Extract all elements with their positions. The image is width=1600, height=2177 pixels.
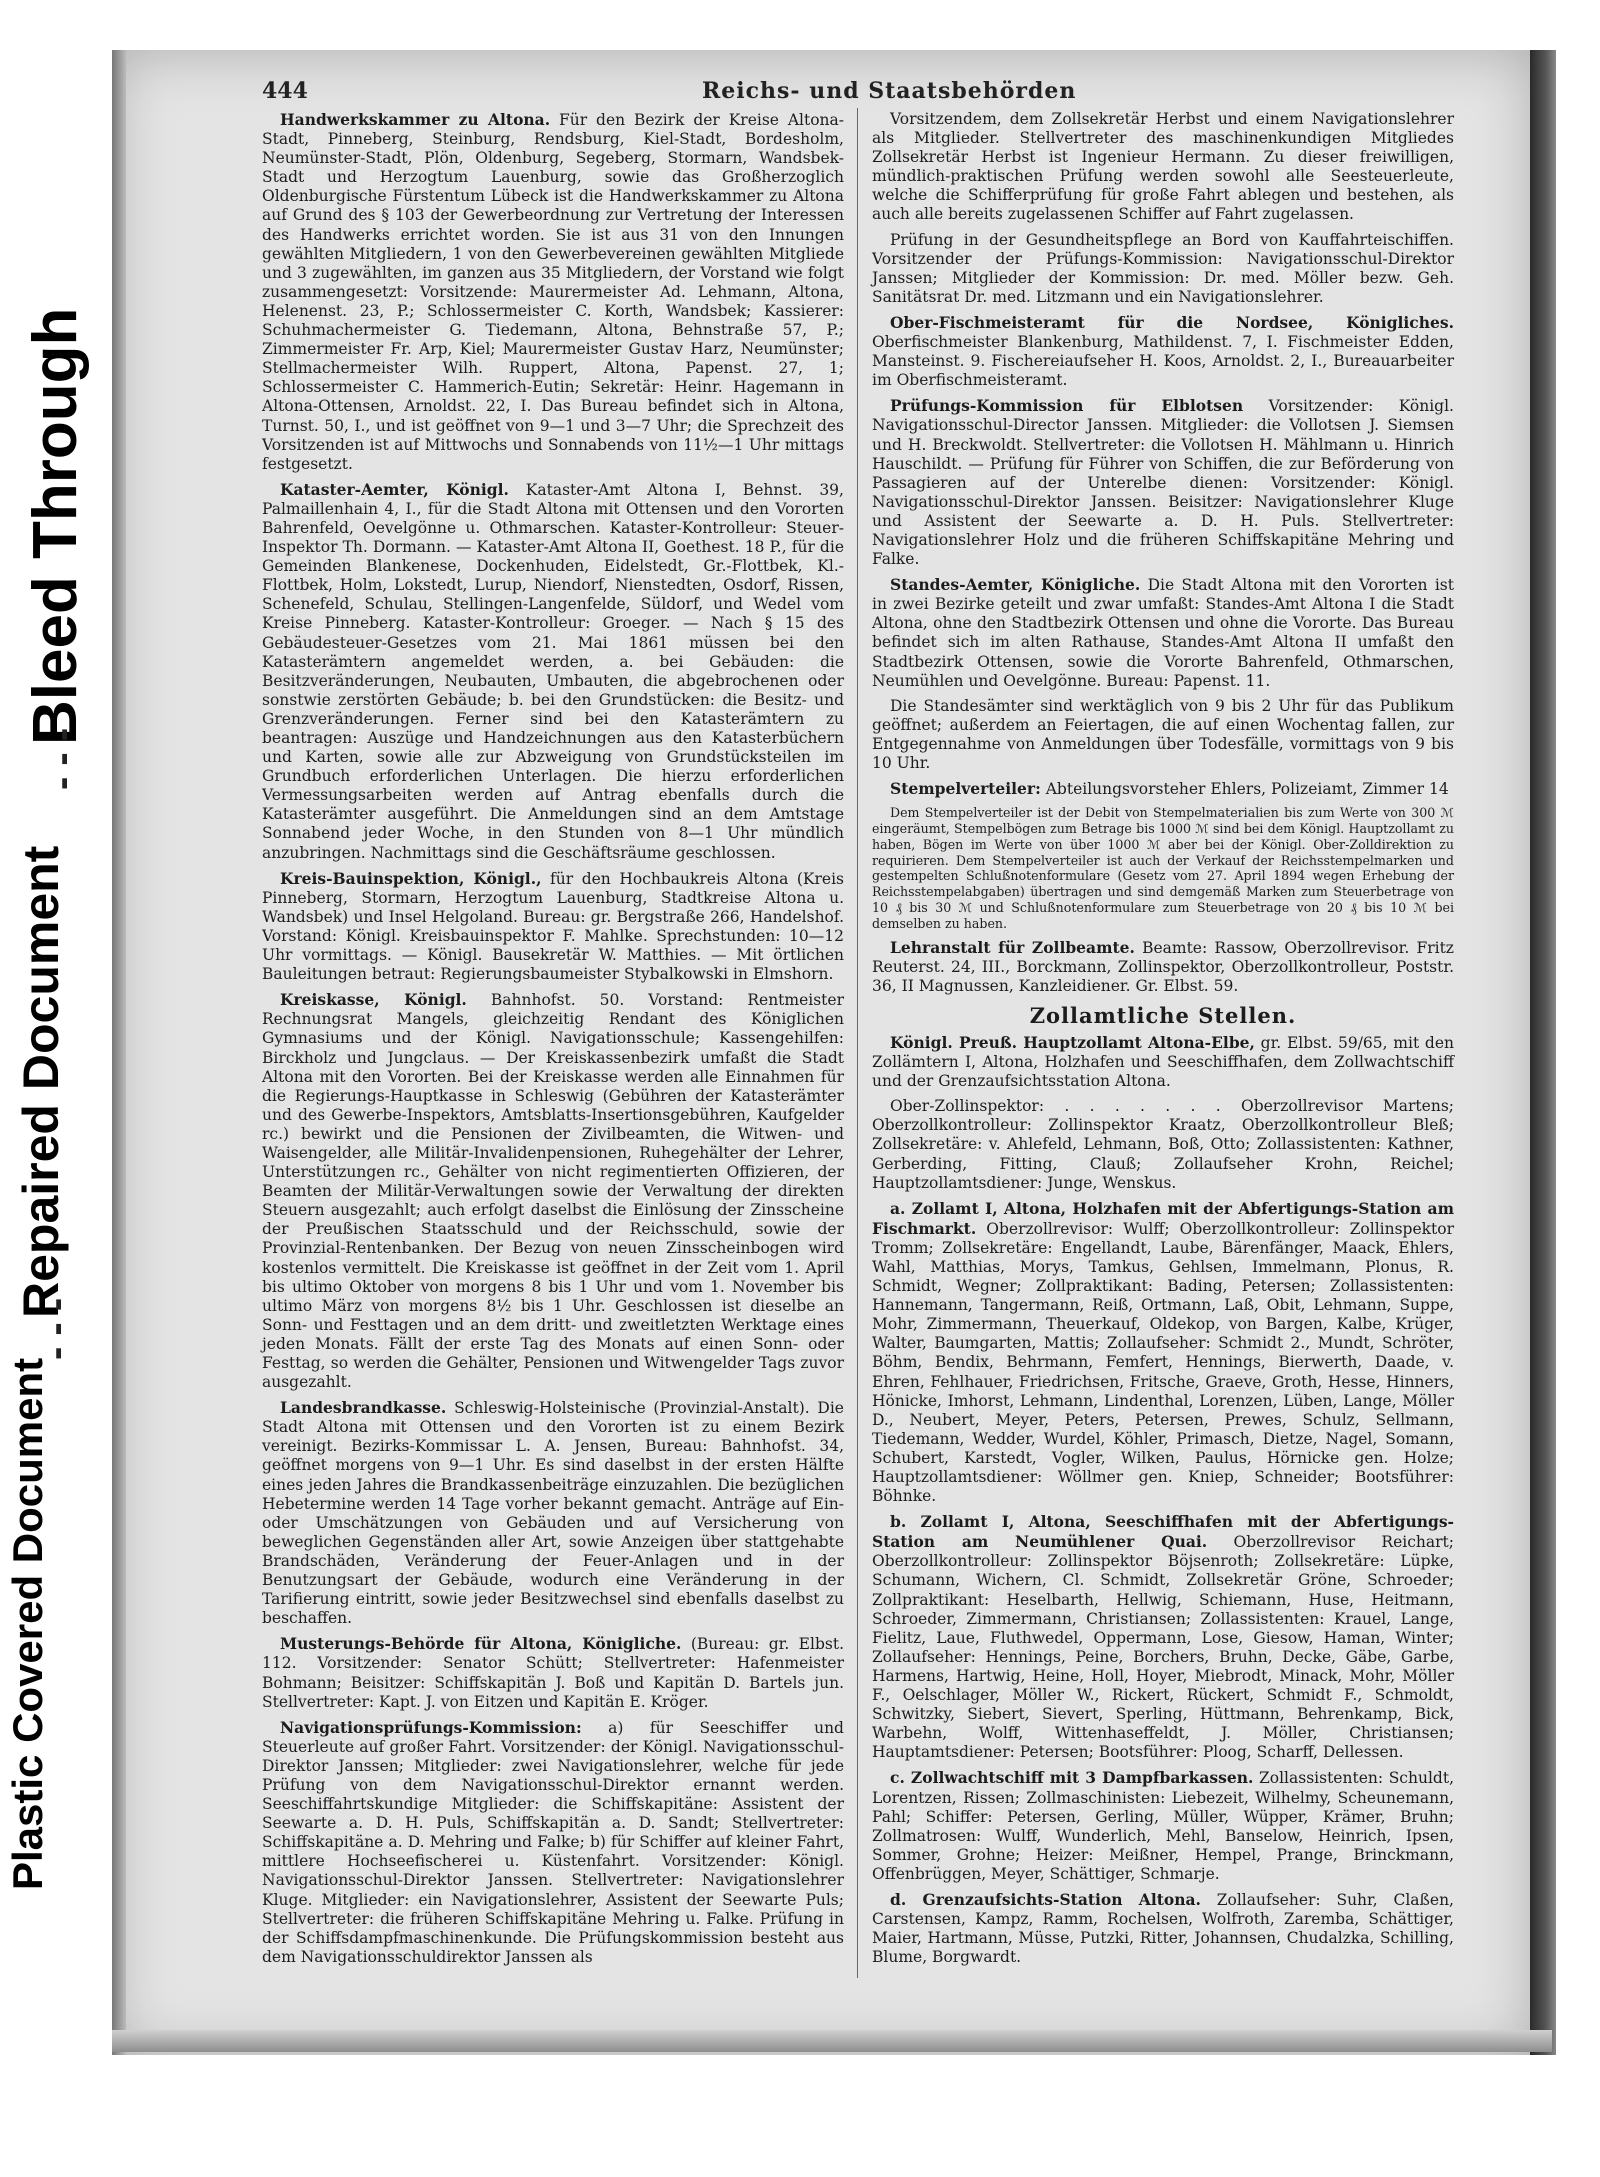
directory-entry (872, 575, 1454, 691)
entry-text: Oberfischmeister Blankenburg, Mathildenst. 7, I. Fischmeister Edden, Mansteinst. 9. Fischereiaufseher H. Koos, Arnoldst. 2, I., Bureauarbeiter im Oberfischmeisteramt. (872, 333, 1454, 390)
entry-text: Vorsitzendem, dem Zollsekretär Herbst und einem Navigationslehrer als Mitglieder. Stellvertreter des maschinenkundigen Mitgliedes Zollsekretär Herbst ist Ingenieur Hermann. Zu dieser freiwilligen, mündlich-praktischen Prüfung werden sowohl alle Seesteuerleute, welche die Schifferprüfung für große Fahrt ablegen und bestehen, als auch alle bereits zugelassenen Schiffer auf Fahrt zugelassen. (872, 110, 1454, 224)
entry-heading: Kreis-Bauinspektion, Königl., (280, 868, 542, 888)
bleed-through-label: Bleed Through (21, 307, 90, 745)
running-title: Reichs- und Staatsbehörden (702, 78, 1077, 104)
entry-heading: Prüfungs-Kommission für Elblotsen (890, 396, 1244, 416)
column-divider (857, 108, 858, 1978)
entry-text: Ober-Zollinspektor: . . . . . . . Oberzollrevisor Martens; Oberzollkontrolleur: Zollinspektor Kraatz, Oberzollkontrolleur Bleß; Zollsekretäre: v. Ahlefeld, Lehmann, Boß, Otto; Zollassistenten: Kathner, Gerberding, Fitting, Clauß; Zollaufseher Krohn, Reichel; Hauptzollamtsdiener: Junge, Wenskus. (872, 1097, 1454, 1192)
directory-entry (872, 1512, 1454, 1762)
directory-entry (872, 231, 1454, 307)
entry-heading: Musterungs-Behörde für Altona, Königliche. (280, 1634, 682, 1654)
directory-entry (872, 938, 1454, 996)
directory-entry (262, 869, 844, 985)
entry-text: Oberzollrevisor: Wulff; Oberzollkontrolleur: Zollinspektor Tromm; Zollsekretäre: Engellandt, Laube, Bärenfänger, Maack, Ehlers, Wahl, Matthias, Morys, Tamkus, Gehlsen, Immelmann, Plonus, R. Schmidt, Wegner; Zollpraktikant: Bading, Petersen; Zollassistenten: Hannemann, Tangermann, Reiß, Ortmann, Laß, Obit, Lehmann, Suppe, Mohr, Zimmermann, Theuerkauf, Oldekop, von Bargen, Kalbe, Krüger, Walter, Baumgarten, Mattis; Zollaufseher: Schmidt 2., Mundt, Schröter, Böhm, Bendix, Behrmann, Femfert, Hennings, Bierwerth, Daade, v. Ehren, Fehlhauer, Friedrichsen, Fritsche, Graeve, Groth, Hesse, Hinners, Hönicke, Imhorst, Lehmann, Lindenthal, Lorenzen, Lüben, Lange, Möller D., Neubert, Meyer, Peters, Petersen, Prewes, Schulz, Sellmann, Tiedemann, Wedder, Wurdel, Köhler, Primasch, Dietze, Nagel, Somann, Schubert, Karstedt, Vogler, Wilken, Paulus, Hörnicke gen. Holze; Hauptzollamtsdiener: Wöllmer gen. Kniep, Schneider; Bootsführer: Böhnke. (872, 1219, 1455, 1506)
entry-text: Die Standesämter sind werktäglich von 9 bis 2 Uhr für das Publikum geöffnet; außerdem an Feiertagen, die auf einen Wochentag fallen, zur Entgegennahme von Anmeldungen über Todesfälle, vormittags von 9 bis 10 Uhr. (872, 696, 1454, 772)
right-column (872, 110, 1454, 1973)
directory-entry (872, 1890, 1454, 1967)
entry-heading: Landesbrandkasse. (280, 1398, 447, 1418)
entry-heading: Königl. Preuß. Hauptzollamt Altona-Elbe, (890, 1032, 1255, 1052)
entry-text: Kataster-Amt Altona I, Behnst. 39, Palmaillenhain 4, I., für die Stadt Altona mit Ottensen und den Vororten Bahrenfeld, Oevelgönne u. Othmarschen. Kataster-Kontrolleur: Steuer-Inspektor Th. Dormann. — Kataster-Amt Altona II, Goethest. 18 P., für die Gemeinden Blankenese, Dockenhuden, Eidelstedt, Gr.-Flottbek, Kl.-Flottbek, Holm, Lokstedt, Lurup, Niendorf, Nienstedten, Osdorf, Rissen, Schenefeld, Schulau, Stellingen-Langenfelde, Süldorf, und Wedel vom Kreise Pinneberg. Kataster-Kontrolleur: Groeger. — Nach § 15 des Gebäudesteuer-Gesetzes vom 21. Mai 1861 müssen bei den Katasterämtern angemeldet werden, a. bei Gebäuden: die Besitzveränderungen, Neubauten, Umbauten, die abgebrochenen oder sonstwie zerstörten Gebäude; b. bei den Grundstücken: die Besitz- und Grenzveränderungen. Ferner sind bei den Katasterämtern zu beantragen: Auszüge und Handzeichnungen aus den Katasterbüchern und Karten, sowie alle zur Abzweigung von Grundstücksteilen im Grundbuch erforderlichen Unterlagen. Die hierzu erforderlichen Vermessungsarbeiten werden auf Antrag ebenfalls durch die Katasterämter ausgeführt. Die Anmeldungen sind an dem Amtstage Sonnabend jeder Woche, in den Stunden von 8—1 Uhr mündlich anzubringen. Nachmittags sind die Geschäftsräume geschlossen. (262, 480, 844, 862)
entry-text: Vorsitzender: Königl. Navigationsschul-Director Janssen. Mitglieder: die Vollotsen J. Siemsen und H. Breckwoldt. Stellvertreter: die Vollotsen H. Mählmann u. Hinrich Hauschildt. — Prüfung für Führer von Schiffen, die zur Beförderung von Passagieren auf der Unterelbe dienen: Vorsitzender: Königl. Navigationsschul-Direktor Janssen. Beisitzer: Navigationslehrer Kluge und Assistent der Seewarte a. D. H. Puls. Stellvertreter: Navigationslehrer Holz und die früheren Schiffskapitäne Mehring und Falke. (872, 397, 1454, 569)
directory-entry (262, 990, 844, 1392)
entry-heading: d. Grenzaufsichts-Station Altona. (890, 1889, 1201, 1909)
entry-text: Oberzollrevisor Reichart; Oberzollkontrolleur: Zollinspektor Böjsenroth; Zollsekretäre: Lüpke, Schumann, Wichern, Cl. Schmidt, Zollsekretär Gröne, Schroeder; Zollpraktikant: Heselbarth, Hellwig, Schiemann, Huse, Heitmann, Schroeder, Zimmermann, Christiansen; Zollassistenten: Krauel, Lange, Fielitz, Laue, Fluthwedel, Oppermann, Lose, Giesow, Haman, Winter; Zollaufseher: Hennings, Peine, Borchers, Bruhn, Decke, Gäbe, Garbe, Harmens, Hartwig, Heine, Holl, Hoyer, Miebrodt, Minack, Mohr, Möller F., Oelschlager, Möller W., Rickert, Rückert, Schmidt F., Schmoldt, Schwitzky, Siebert, Sievert, Sperling, Hüttmann, Behrenkamp, Bick, Warbehn, Wolff, Wittenhaseffeldt, J. Möller, Christiansen; Hauptamtsdiener: Petersen; Bootsführer: Ploog, Scharff, Dellessen. (872, 1533, 1454, 1762)
entry-text: a) für Seeschiffer und Steuerleute auf großer Fahrt. Vorsitzender: der Königl. Navigationsschul-Direktor Janssen; Mitglieder: zwei Navigationslehrer, welche für jede Prüfung von dem Navigationsschul-Direktor ernannt werden. Seeschiffahrtskundige Mitglieder: die Schiffskapitäne: Assistent der Seewarte a. D. H. Puls, Schiffskapitän a. D. Sandt; Stellvertreter: Schiffskapitäne a. D. Mehring und Falke; b) für Schiffer auf kleiner Fahrt, mittlere Hochseefischerei u. Küstenfahrt. Vorsitzender: Königl. Navigationsschul-Direktor Janssen. Stellvertreter: Navigationslehrer Kluge. Mitglieder: ein Navigationslehrer, Assistent der Seewarte Puls; Stellvertreter: die früheren Schiffskapitäne Mehring u. Falke. Prüfung in der Schiffsdampfmaschinenkunde. Die Prüfungskommission besteht aus dem Navigationsschuldirektor Janssen als (262, 1718, 844, 1966)
directory-entry (872, 1097, 1454, 1192)
entry-heading: Navigationsprüfungs-Kommission: (280, 1717, 582, 1737)
entry-text: Prüfung in der Gesundheitspflege an Bord von Kauffahrteischiffen. Vorsitzender der Prüfungs-Kommission: Navigationsschul-Direktor Janssen; Mitglieder der Kommission: Dr. med. Möller bezw. Geh. Sanitätsrat Dr. med. Litzmann und ein Navigationslehrer. (872, 230, 1454, 306)
entry-text: Abteilungsvorsteher Ehlers, Polizeiamt, Zimmer 14 (1045, 780, 1449, 799)
directory-entry (872, 779, 1454, 799)
entry-text: Bahnhofst. 50. Vorstand: Rentmeister Rechnungsrat Mangels, gleichzeitig Rendant des Königlichen Gymnasiums und der Königl. Navigationsschule; Kassengehilfen: Birckholz und Jungclaus. — Der Kreiskassenbezirk umfaßt die Stadt Altona mit den Vororten. Bei der Kreiskasse werden alle Einnahmen für die Regierungs-Hauptkasse in Schleswig (Gebühren der Katasterämter und des Gewerbe-Inspektors, Amtsblatts-Insertionsgebühren, Kaufgelder rc.) bewirkt und die Pensionen der Zivilbeamten, die Witwen- und Waisengelder, alle Militär-Invalidenpensionen, Ruhegehälter der Lehrer, Unterstützungen rc., Gehälter von nicht regimentierten Offizieren, der Beamten der Militär-Verwaltungen sowie der Verwaltung der direkten Steuern ausgezahlt; auch erfolgt daselbst die Einlösung der Zinsscheine der Preußischen Staatsschuld und der Reichsschuld, sowie der Provinzial-Rentenbanken. Der Bezug von neuen Zinsscheinbogen wird kostenlos vermittelt. Die Kreiskasse ist geöffnet in der Zeit vom 1. April bis ultimo Oktober von morgens 8 bis 1 Uhr und vom 1. November bis ultimo März von morgens 8½ bis 1 Uhr. Geschlossen ist dieselbe an Sonn- und Festtagen und an dem dritt- und zweitletzten Werktage eines jeden Monats. Fällt der erste Tag des Monats auf einen Sonn- oder Festtag, so werden die Gehälter, Pensionen und Witwengelder Tags zuvor ausgezahlt. (262, 991, 844, 1392)
label-separator: - - - (40, 727, 84, 790)
entry-heading: c. Zollwachtschiff mit 3 Dampfbarkassen. (890, 1768, 1254, 1788)
entry-text: Zollaufseher: Suhr, Claßen, Carstensen, Kampz, Ramm, Rochelsen, Wolfroth, Zaremba, Schättiger, Maier, Hartmann, Müsse, Putzki, Ritter, Johannsen, Chudalzka, Schilling, Blume, Borgwardt. (872, 1890, 1454, 1967)
directory-entry (262, 1718, 844, 1967)
entry-text: Für den Bezirk der Kreise Altona-Stadt, Pinneberg, Steinburg, Rendsburg, Kiel-Stadt, Bordesholm, Neumünster-Stadt, Plön, Oldenburg, Segeberg, Stormarn, Wandsbek-Stadt und Herzogtum Lauenburg, sowie das Großherzoglich Oldenburgische Fürstentum Lübeck ist die Handwerkskammer zu Altona auf Grund des § 103 der Gewerbeordnung zur Vertretung der Interessen des Handwerks errichtet worden. Sie ist aus 31 von den Innungen gewählten Mitgliedern, 1 von den Gewerbevereinen gewählten Mitgliede und 3 zugewählten, im ganzen aus 35 Mitgliedern, der Vorstand wie folgt zusammengesetzt: Vorsitzende: Maurermeister Ad. Lehmann, Altona, Helenenst. 23, P.; Schlossermeister C. Korth, Wandsbek; Kassierer: Schuhmachermeister G. Tiedemann, Altona, Behnstraße 57, P.; Zimmermeister Fr. Arp, Kiel; Maurermeister Gustav Harz, Neumünster; Stellmachermeister Wilh. Ruppert, Altona, Papenst. 27, 1; Schlossermeister C. Hammerich-Eutin; Sekretär: Heinr. Hagemann in Altona-Ottensen, Arnoldst. 22, I. Das Bureau befindet sich in Altona, Turnst. 50, I., und ist geöffnet von 9—1 und 3—7 Uhr; die Sprechzeit des Vorsitzenden ist auf Mittwochs und Sonnabends von 11½—1 Uhr mittags festgesetzt. (262, 111, 844, 473)
entry-heading: Standes-Aemter, Königliche. (890, 575, 1141, 595)
left-column (262, 110, 844, 1973)
entry-text: Beamte: Rassow, Oberzollrevisor. Fritz Reuterst. 24, III., Borckmann, Zollinspektor, Oberzollkontrolleur, Poststr. 36, II Magnussen, Kanzleidiener. Gr. Elbst. 59. (872, 938, 1454, 995)
entry-text: für den Hochbaukreis Altona (Kreis Pinneberg, Stormarn, Herzogtum Lauenburg, Stadtkreise Altona u. Wandsbek) und Insel Helgoland. Bureau: gr. Bergstraße 266, Handelshof. Vorstand: Königl. Kreisbauinspektor F. Mahlke. Sprechstunden: 10—12 Uhr vormittags. — Königl. Bausekretär W. Matthies. — Mit örtlichen Bauleitungen betraut: Regierungsbaumeister Stybalkowski in Elmshorn. (262, 869, 844, 984)
page-edge-bottom (112, 2030, 1552, 2052)
entry-heading: b. Zollamt I, Altona, Seeschiffhafen mit der Abfertigungs-Station am Neumühlener Quai. (872, 1512, 1454, 1552)
entry-text: Schleswig-Holsteinische (Provinzial-Anstalt). Die Stadt Altona mit Ottensen und den Vororten ist zu einem Bezirk vereinigt. Bezirks-Kommissar L. A. Jensen, Bureau: Bahnhofst. 34, geöffnet morgens von 9—1 Uhr. Es sind daselbst in der ersten Hälfte eines jeden Jahres die Brandkassenbeiträge einzuzahlen. Die bezüglichen Hebetermine werden 14 Tage vorher bekannt gemacht. Anträge auf Ein- oder Umschätzungen von Gebäuden und auf Versicherung von beweglichen Gegenständen aller Art, sowie Anzeigen über stattgehabte Brandschäden, Veränderung der Feuer-Anlagen und in der Benutzungsart der Gebäude, wodurch eine Veränderung in der Tarifierung eintritt, sowie jeder Besitzwechsel sind ebenfalls daselbst zu beschaffen. (262, 1399, 844, 1628)
stamp-distributor-note: Dem Stempelverteiler ist der Debit von Stempelmaterialien bis zum Werte von 300 ℳ eingeräumt, Stempelbögen zum Betrage bis 1000 ℳ sind bei dem Königl. Hauptzollamt zu haben, Bögen im Werte von über 1000 ℳ aber bei der Königl. Ober-Zolldirektion zu requirieren. Dem Stempelverteiler ist auch der Verkauf der Reichsstempelmarken und gestempelten Schlußnotenformulare (Gesetz vom 27. April 1894 wegen Erhebung der Reichsstempelabgaben) übertragen und sind demgemäß Marken zum Steuerbetrage von 10 ₰ bis 30 ℳ und Schlußnotenformulare zum Steuerbetrage von 20 ₰ bis 10 ℳ bei demselben zu haben. (872, 805, 1454, 931)
entry-heading: Kreiskasse, Königl. (280, 990, 467, 1010)
side-labels (0, 0, 118, 2177)
directory-entry (872, 697, 1454, 773)
entry-text: Zollassistenten: Schuldt, Lorentzen, Rissen; Zollmaschinisten: Liebezeit, Wilhelmy, Scheunemann, Pahl; Schiffer: Petersen, Gerling, Müller, Wüpper, Krämer, Bruhn; Zollmatrosen: Wulff, Wunderlich, Mehl, Banselow, Heinrich, Ipsen, Sommer, Grohne; Heizer: Meißner, Hempel, Prange, Brinckmann, Offenbrüggen, Meyer, Schättiger, Schmarje. (872, 1769, 1454, 1883)
directory-entry (872, 1768, 1454, 1884)
label-separator: - - - (34, 1297, 78, 1360)
page-edge-right (1530, 50, 1556, 2055)
directory-entry (262, 110, 844, 474)
directory-entry (262, 480, 844, 863)
section-title: Zollamtliche Stellen. (1029, 1002, 1297, 1028)
page-edge-left (112, 50, 126, 2055)
repaired-document-label: Repaired Document (13, 845, 69, 1318)
directory-entry (872, 1199, 1454, 1507)
plastic-covered-label: Plastic Covered Document (4, 1357, 51, 1890)
entry-heading: Ober-Fischmeisteramt für die Nordsee, Königliches. (890, 312, 1454, 332)
entry-text: Die Stadt Altona mit den Vororten ist in zwei Bezirke geteilt und zwar umfaßt: Standes-Amt Altona I die Stadt Altona, ohne den Stadtbezirk Ottensen und ohne die Vororte. Das Bureau befindet sich im alten Rathause, Standes-Amt Altona II umfaßt den Stadtbezirk Ottensen, sowie die Vororte Bahrenfeld, Othmarschen, Neumühlen und Oevelgönne. Bureau: Papenst. 11. (872, 576, 1454, 690)
entry-text: (Bureau: gr. Elbst. 112. Vorsitzender: Senator Schütt; Stellvertreter: Hafenmeister Bohmann; Beisitzer: Schiffskapitän J. Boß und Kapitän D. Bartels jun. Stellvertreter: Kapt. J. von Eitzen und Kapitän E. Kröger. (262, 1635, 844, 1711)
entry-heading: Kataster-Aemter, Königl. (280, 479, 509, 499)
entry-heading: Handwerkskammer zu Altona. (280, 110, 551, 129)
directory-entry (872, 313, 1454, 390)
entry-text: gr. Elbst. 59/65, mit den Zollämtern I, Altona, Holzhafen und Seeschiffhafen, dem Zollwachtschiff und der Grenzaufsichtsstation Altona. (872, 1033, 1454, 1091)
entry-heading: Lehranstalt für Zollbeamte. (890, 937, 1135, 957)
directory-entry (872, 1033, 1454, 1091)
directory-entry (872, 110, 1454, 225)
directory-entry (262, 1398, 844, 1628)
entry-heading: a. Zollamt I, Altona, Holzhafen mit der Abfertigungs-Station am Fischmarkt. (872, 1198, 1454, 1238)
page-number: 444 (262, 78, 308, 104)
directory-entry (872, 396, 1454, 569)
directory-entry (262, 1634, 844, 1711)
entry-heading: Stempelverteiler: (890, 779, 1041, 799)
